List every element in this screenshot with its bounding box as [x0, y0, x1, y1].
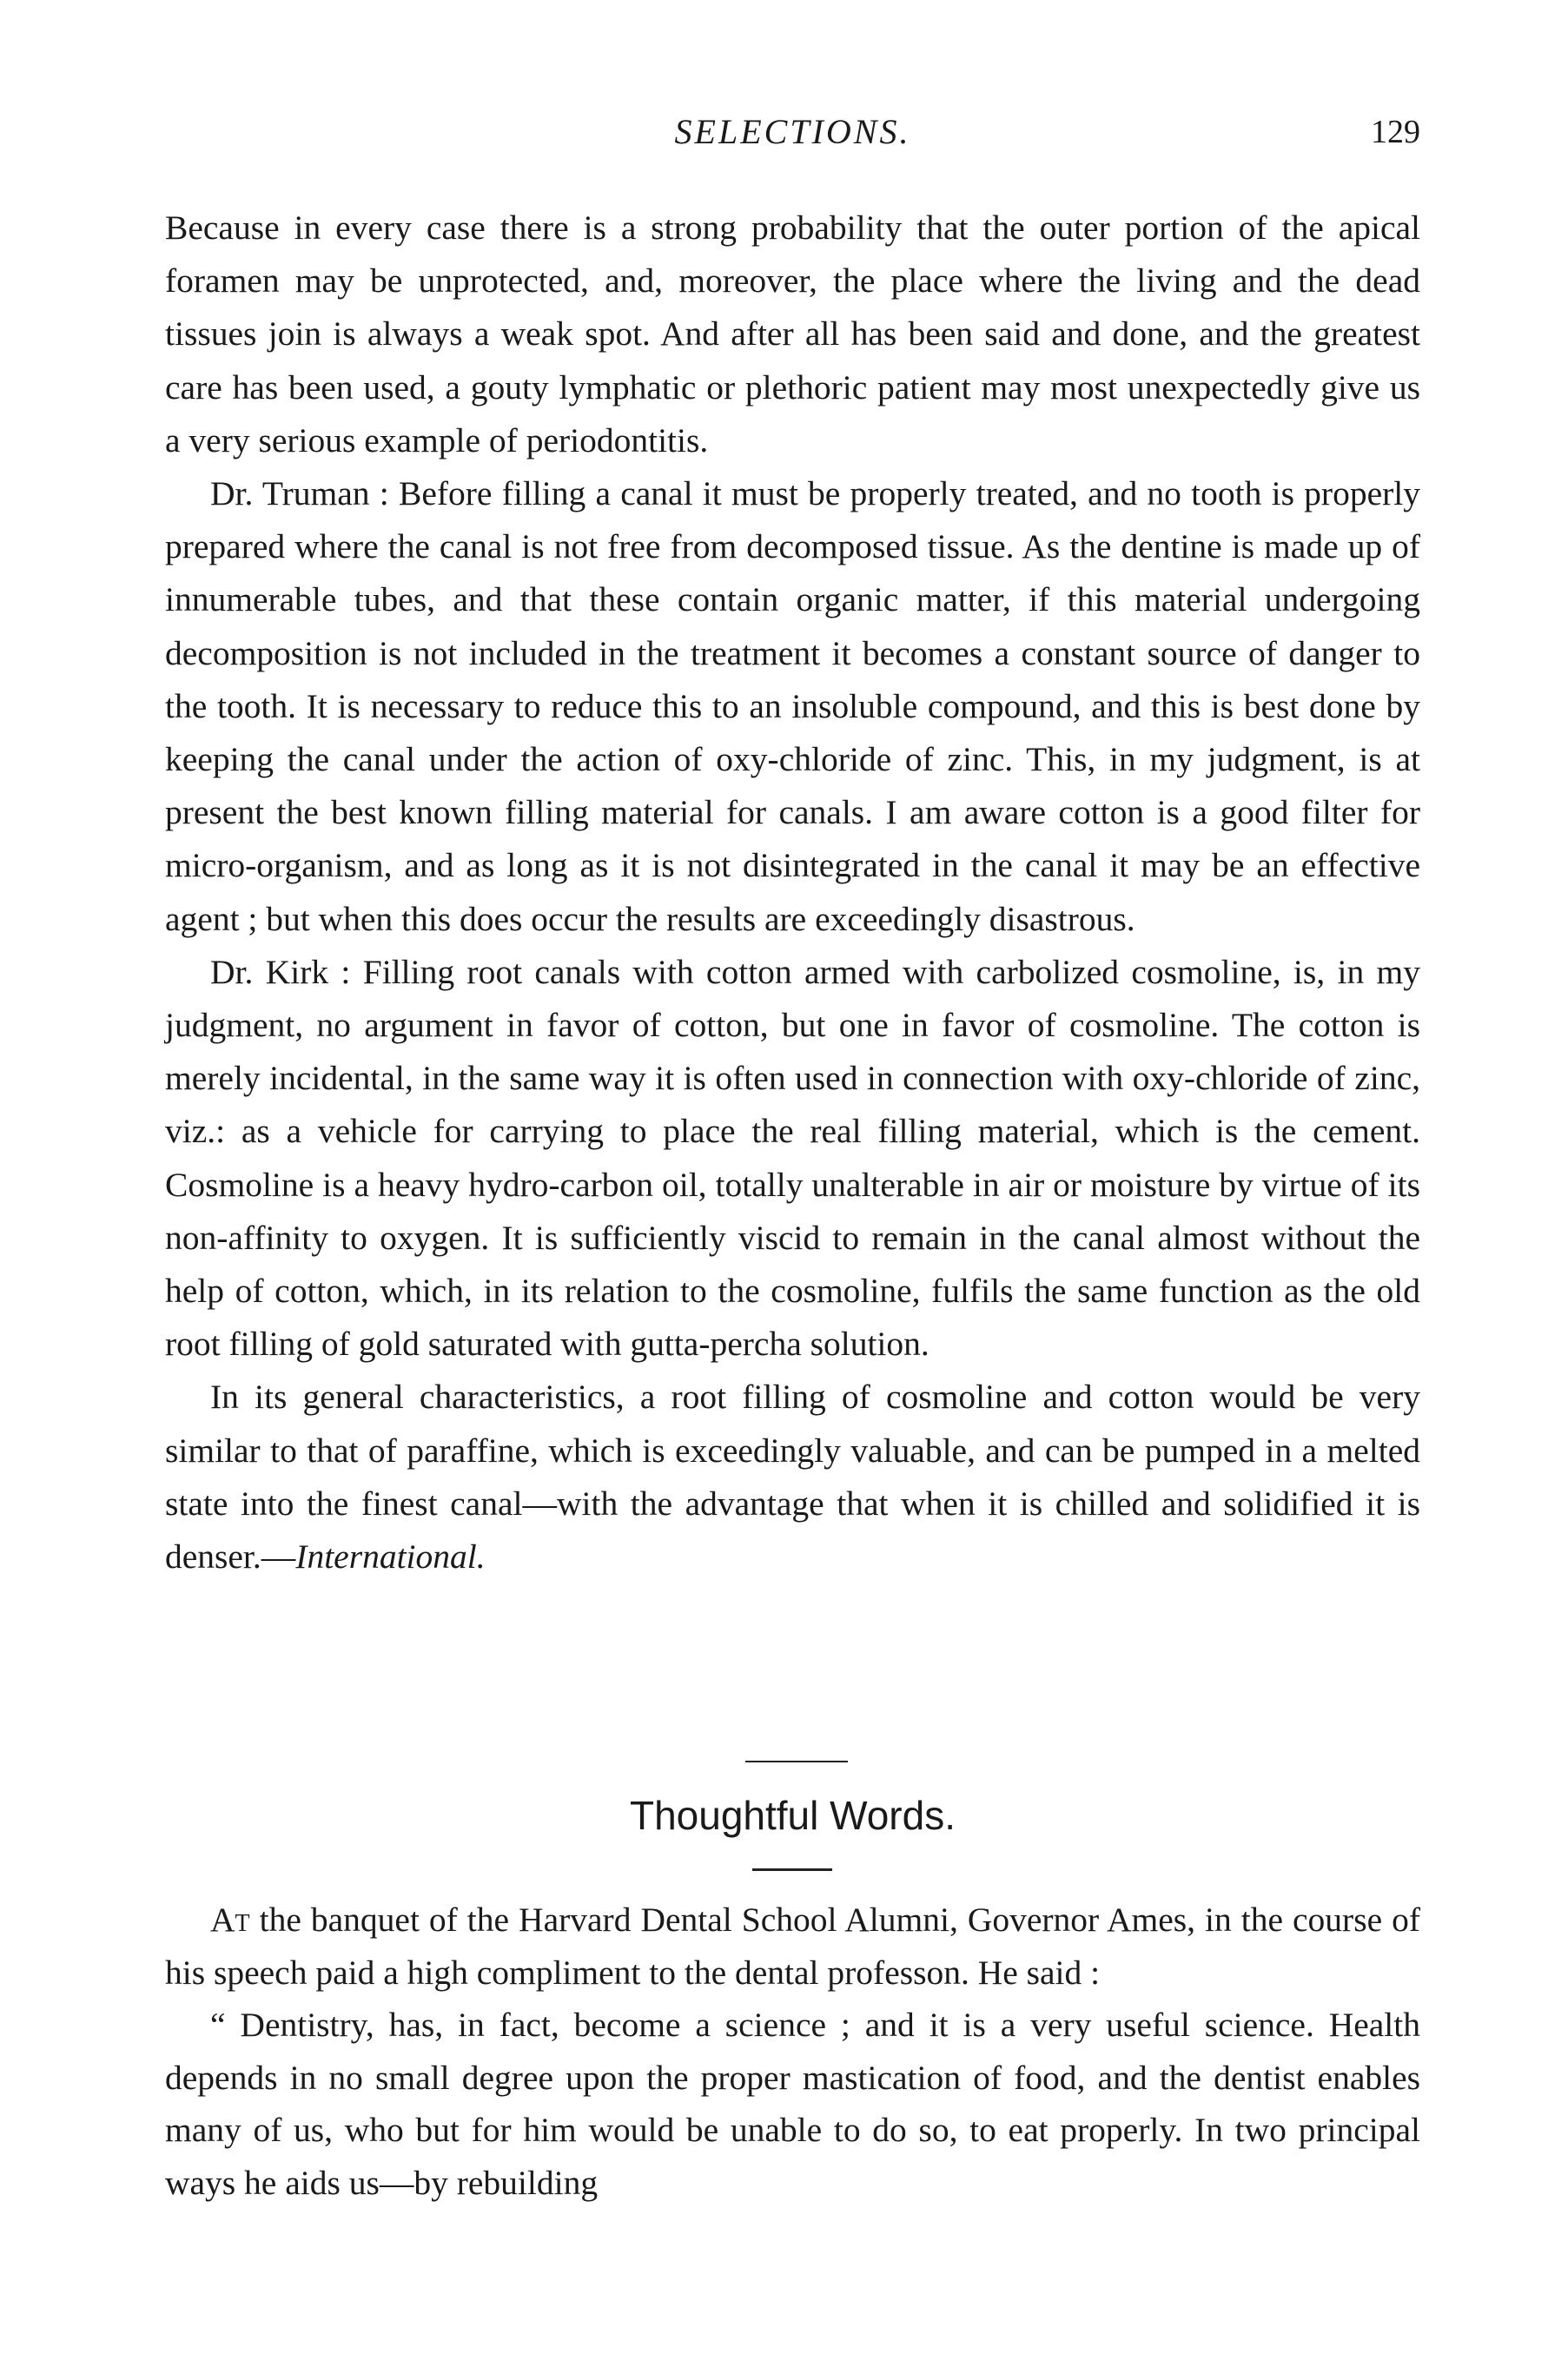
paragraph-lead-word: At — [210, 1901, 250, 1939]
paragraph-cosmoline-text: In its general characteristics, a root filling of cosmoline and cotton would be very similar to that of paraffine, which is exceedingly valuable, and can be pumped in a melted state into the finest canal—with the advantage that when it is chilled and solidified it is denser.— — [165, 1378, 1420, 1577]
section-title: Thoughtful Words. — [629, 1793, 956, 1838]
article-thoughtful-words-body — [165, 1894, 1420, 2209]
paragraph-cosmoline — [165, 1371, 1420, 1583]
paragraph-periodontitis: Because in every case there is a strong probability that the outer portion of the apical foramen may be unprotected, and, moreover, the place where the living and the dead tissues join is always a weak spot. And after all has been said and done, and the greatest care has been used, a gouty lymphatic or plethoric patient may most unexpectedly give us a very serious example of periodontitis. — [165, 208, 1420, 459]
paragraph-banquet-text: the banquet of the Harvard Dental School Alumni, Governor Ames, in the course of his speech paid a high compliment to the dental professon. He said : — [165, 1901, 1420, 1992]
page-number: 129 — [1371, 114, 1420, 150]
page-header — [165, 111, 1420, 163]
title-underline — [752, 1868, 832, 1871]
paragraph-dentistry-quote: “ Dentistry, has, in fact, become a science ; and it is a very useful science. Health depends in no small degree upon the proper mastication of food, and the dentist enables many of us, who but for him would be unable to do so, to eat properly. In two principal ways he aids us—by rebuilding — [165, 2006, 1420, 2202]
paragraph-dr-truman: Dr. Truman : Before filling a canal it must be properly treated, and no tooth is properly prepared where the canal is not free from decomposed tissue. As the dentine is made up of innumerable tubes, and that these contain organic matter, if this material undergoing decomposition is not included in the treatment it becomes a constant source of danger to the tooth. It is necessary to reduce this to an insoluble compound, and this is best done by keeping the canal under the action of oxy-chloride of zinc. This, in my judgment, is at present the best known filling material for canals. I am aware cotton is a good filter for micro-organism, and as long as it is not disintegrated in the canal it may be an effective agent ; but when this does occur the results are exceedingly disastrous. — [165, 474, 1420, 938]
section-divider — [745, 1761, 848, 1762]
running-head: SELECTIONS. — [674, 112, 911, 151]
article-selections-body — [165, 202, 1420, 1583]
paragraph-banquet — [165, 1894, 1420, 1999]
paragraph-dr-kirk: Dr. Kirk : Filling root canals with cotton armed with carbolized cosmoline, is, in my judgment, no argument in favor of cotton, but one in favor of cosmoline. The cotton is merely incidental, in the same way it is often used in connection with oxy-chloride of zinc, viz.: as a vehicle for carrying to place the real filling material, which is the cement. Cosmoline is a heavy hydro-carbon oil, totally unalterable in air or moisture by virtue of its non-affinity to oxygen. It is sufficiently viscid to remain in the canal almost without the help of cotton, which, in its relation to the cosmoline, fulfils the same function as the old root filling of gold saturated with gutta-percha solution. — [165, 952, 1420, 1364]
source-citation: International. — [295, 1537, 486, 1577]
